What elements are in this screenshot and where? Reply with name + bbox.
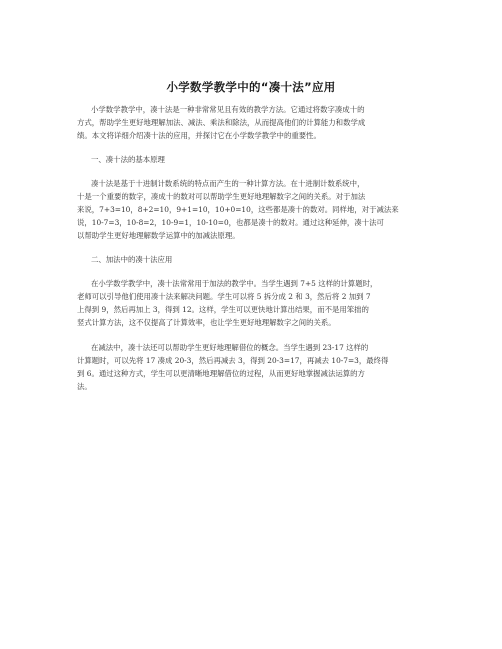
- paragraph-line: 在减法中，凑十法还可以帮助学生更好地理解借位的概念。当学生遇到 23-17 这样的: [91, 343, 369, 352]
- paragraph-line: 十是一个重要的数字，凑成十的数对可以帮助学生更好地理解数字之间的关系。对于加法: [77, 192, 366, 201]
- paragraph-line: 以帮助学生更好地理解数学运算中的加减法原理。: [77, 231, 240, 240]
- paragraph-line: 竖式计算方法，这不仅提高了计算效率，也让学生更好地理解数字之间的关系。: [77, 318, 336, 327]
- paragraph-line: 方式，帮助学生更好地理解加法、减法、乘法和除法，从而提高他们的计算能力和数学成: [77, 118, 366, 127]
- section-heading: 一、凑十法的基本原理: [91, 155, 165, 164]
- paragraph-line: 法。: [77, 382, 92, 391]
- paragraph-line: 到 6。通过这种方式，学生可以更清晰地理解借位的过程，从而更好地掌握减法运算的方: [77, 369, 365, 378]
- paragraph-line: 绩。本文将详细介绍凑十法的应用，并探讨它在小学数学教学中的重要性。: [77, 131, 321, 140]
- paragraph-line: 小学数学教学中，凑十法是一种非常常见且有效的教学方法。它通过将数字凑成十的: [91, 105, 365, 114]
- paragraph-line: 上得到 9，然后再加上 3，得到 12。这样，学生可以更快地计算出结果，而不是用笨拙的: [77, 305, 369, 314]
- paragraph-line: 老师可以引导他们使用凑十法来解决问题。学生可以将 5 拆分成 2 和 3，然后将 2 加到 7: [77, 292, 371, 301]
- document-title: 小学数学教学中的“凑十法”应用: [166, 80, 336, 94]
- paragraph-line: 凑十法是基于十进制计数系统的特点而产生的一种计算方法。在十进制计数系统中，: [91, 179, 365, 188]
- paragraph-line: 来说，7+3=10，8+2=10，9+1=10，10+0=10，这些都是凑十的数对。同样地，对于减法来: [77, 205, 399, 214]
- paragraph-line: 在小学数学教学中，凑十法常常用于加法的教学中。当学生遇到 7+5 这样的计算题时，: [91, 279, 378, 288]
- section-heading: 二、加法中的凑十法应用: [91, 255, 173, 264]
- paragraph-line: 计算题时，可以先将 17 凑成 20-3，然后再减去 3，得到 20-3=17，再减去 10-7=3，最终得: [77, 356, 389, 365]
- paragraph-line: 说，10-7=3，10-8=2，10-9=1，10-10=0，也都是凑十的数对。通过这种延伸，凑十法可: [77, 218, 384, 227]
